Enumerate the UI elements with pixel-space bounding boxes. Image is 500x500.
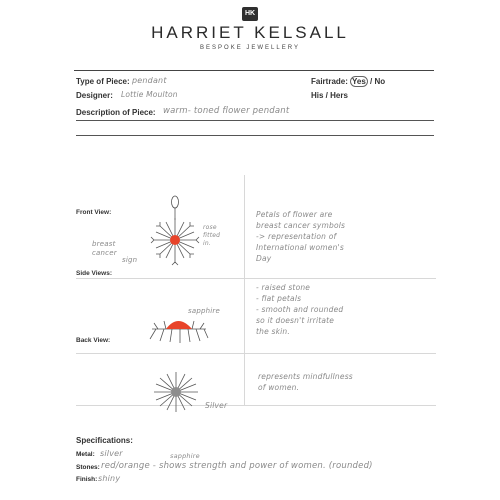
back-note-line-1: represents mindfullness: [258, 372, 353, 381]
type-value: pendant: [132, 76, 167, 85]
metal-label: Metal:: [76, 451, 95, 458]
front-ann-3: sign: [122, 256, 138, 264]
front-stone: [170, 235, 180, 245]
side-note-label: sapphire: [188, 307, 220, 315]
side-note-line-1: - raised stone: [256, 283, 311, 292]
pendant-bail: [172, 196, 179, 208]
description-line-1: [76, 120, 434, 121]
designer-value: Lottie Moulton: [121, 90, 178, 99]
front-note-line-2: breast cancer symbols: [256, 221, 346, 230]
front-view-label: Front View:: [76, 209, 112, 216]
finish-label: Finish:: [76, 476, 98, 483]
description-label: Description of Piece:: [76, 108, 156, 117]
his-hers: His / Hers: [311, 91, 348, 100]
grid-h-1: [76, 278, 436, 279]
fairtrade-no: / No: [367, 77, 386, 86]
metal-value: silver: [100, 449, 123, 458]
stones-above: sapphire: [170, 452, 200, 460]
back-view-sketch: [148, 370, 204, 414]
front-ann-1: breast: [92, 240, 116, 248]
back-note-label: Silver: [205, 401, 228, 410]
header-divider: [74, 70, 434, 71]
fairtrade-label: Fairtrade:: [311, 77, 348, 86]
specs-title: Specifications:: [76, 436, 133, 445]
grid-h-3: [76, 405, 436, 406]
front-ann-rose: rose: [203, 224, 217, 231]
fairtrade-options: [350, 77, 385, 86]
side-notes: [256, 282, 343, 337]
brand-logo-mark: HK: [242, 7, 258, 21]
finish-value: shiny: [98, 474, 121, 483]
front-ann-fitted: fitted: [203, 232, 221, 239]
front-view-sketch: [140, 190, 210, 270]
grid-h-2: [76, 353, 436, 354]
brand-name: HARRIET KELSALL: [151, 23, 349, 42]
brand-tagline: BESPOKE JEWELLERY: [200, 45, 300, 51]
back-note-line-2: of women.: [258, 383, 300, 392]
fairtrade-yes: Yes: [352, 77, 366, 86]
front-notes: [256, 209, 345, 264]
front-note-left: [92, 240, 137, 265]
type-label: Type of Piece:: [76, 77, 130, 86]
stones-value: red/orange - shows strength and power of women. (rounded): [101, 461, 373, 471]
description-value: warm- toned flower pendant: [163, 106, 290, 116]
designer-label: Designer:: [76, 91, 113, 100]
back-plate: [171, 387, 181, 397]
grid-vertical: [244, 175, 245, 405]
side-note-line-4: so it doesn't irritate: [256, 316, 335, 325]
side-note-line-3: - smooth and rounded: [256, 305, 344, 314]
stones-label: Stones:: [76, 464, 100, 471]
front-ann-2: cancer: [92, 249, 117, 257]
side-stone: [166, 321, 192, 329]
front-ann-in: in.: [203, 240, 211, 247]
front-note-line-5: Day: [256, 254, 272, 263]
side-view-label: Side Views:: [76, 270, 113, 277]
side-note-line-2: - flat petals: [256, 294, 302, 303]
description-line-2: [76, 135, 434, 136]
front-note-right: [203, 224, 220, 248]
back-notes: [258, 371, 353, 393]
back-view-label: Back View:: [76, 337, 111, 344]
front-note-line-3: -> representation of: [256, 232, 337, 241]
side-note-line-5: the skin.: [256, 327, 290, 336]
front-note-line-1: Petals of flower are: [256, 210, 333, 219]
front-note-line-4: International women's: [256, 243, 344, 252]
